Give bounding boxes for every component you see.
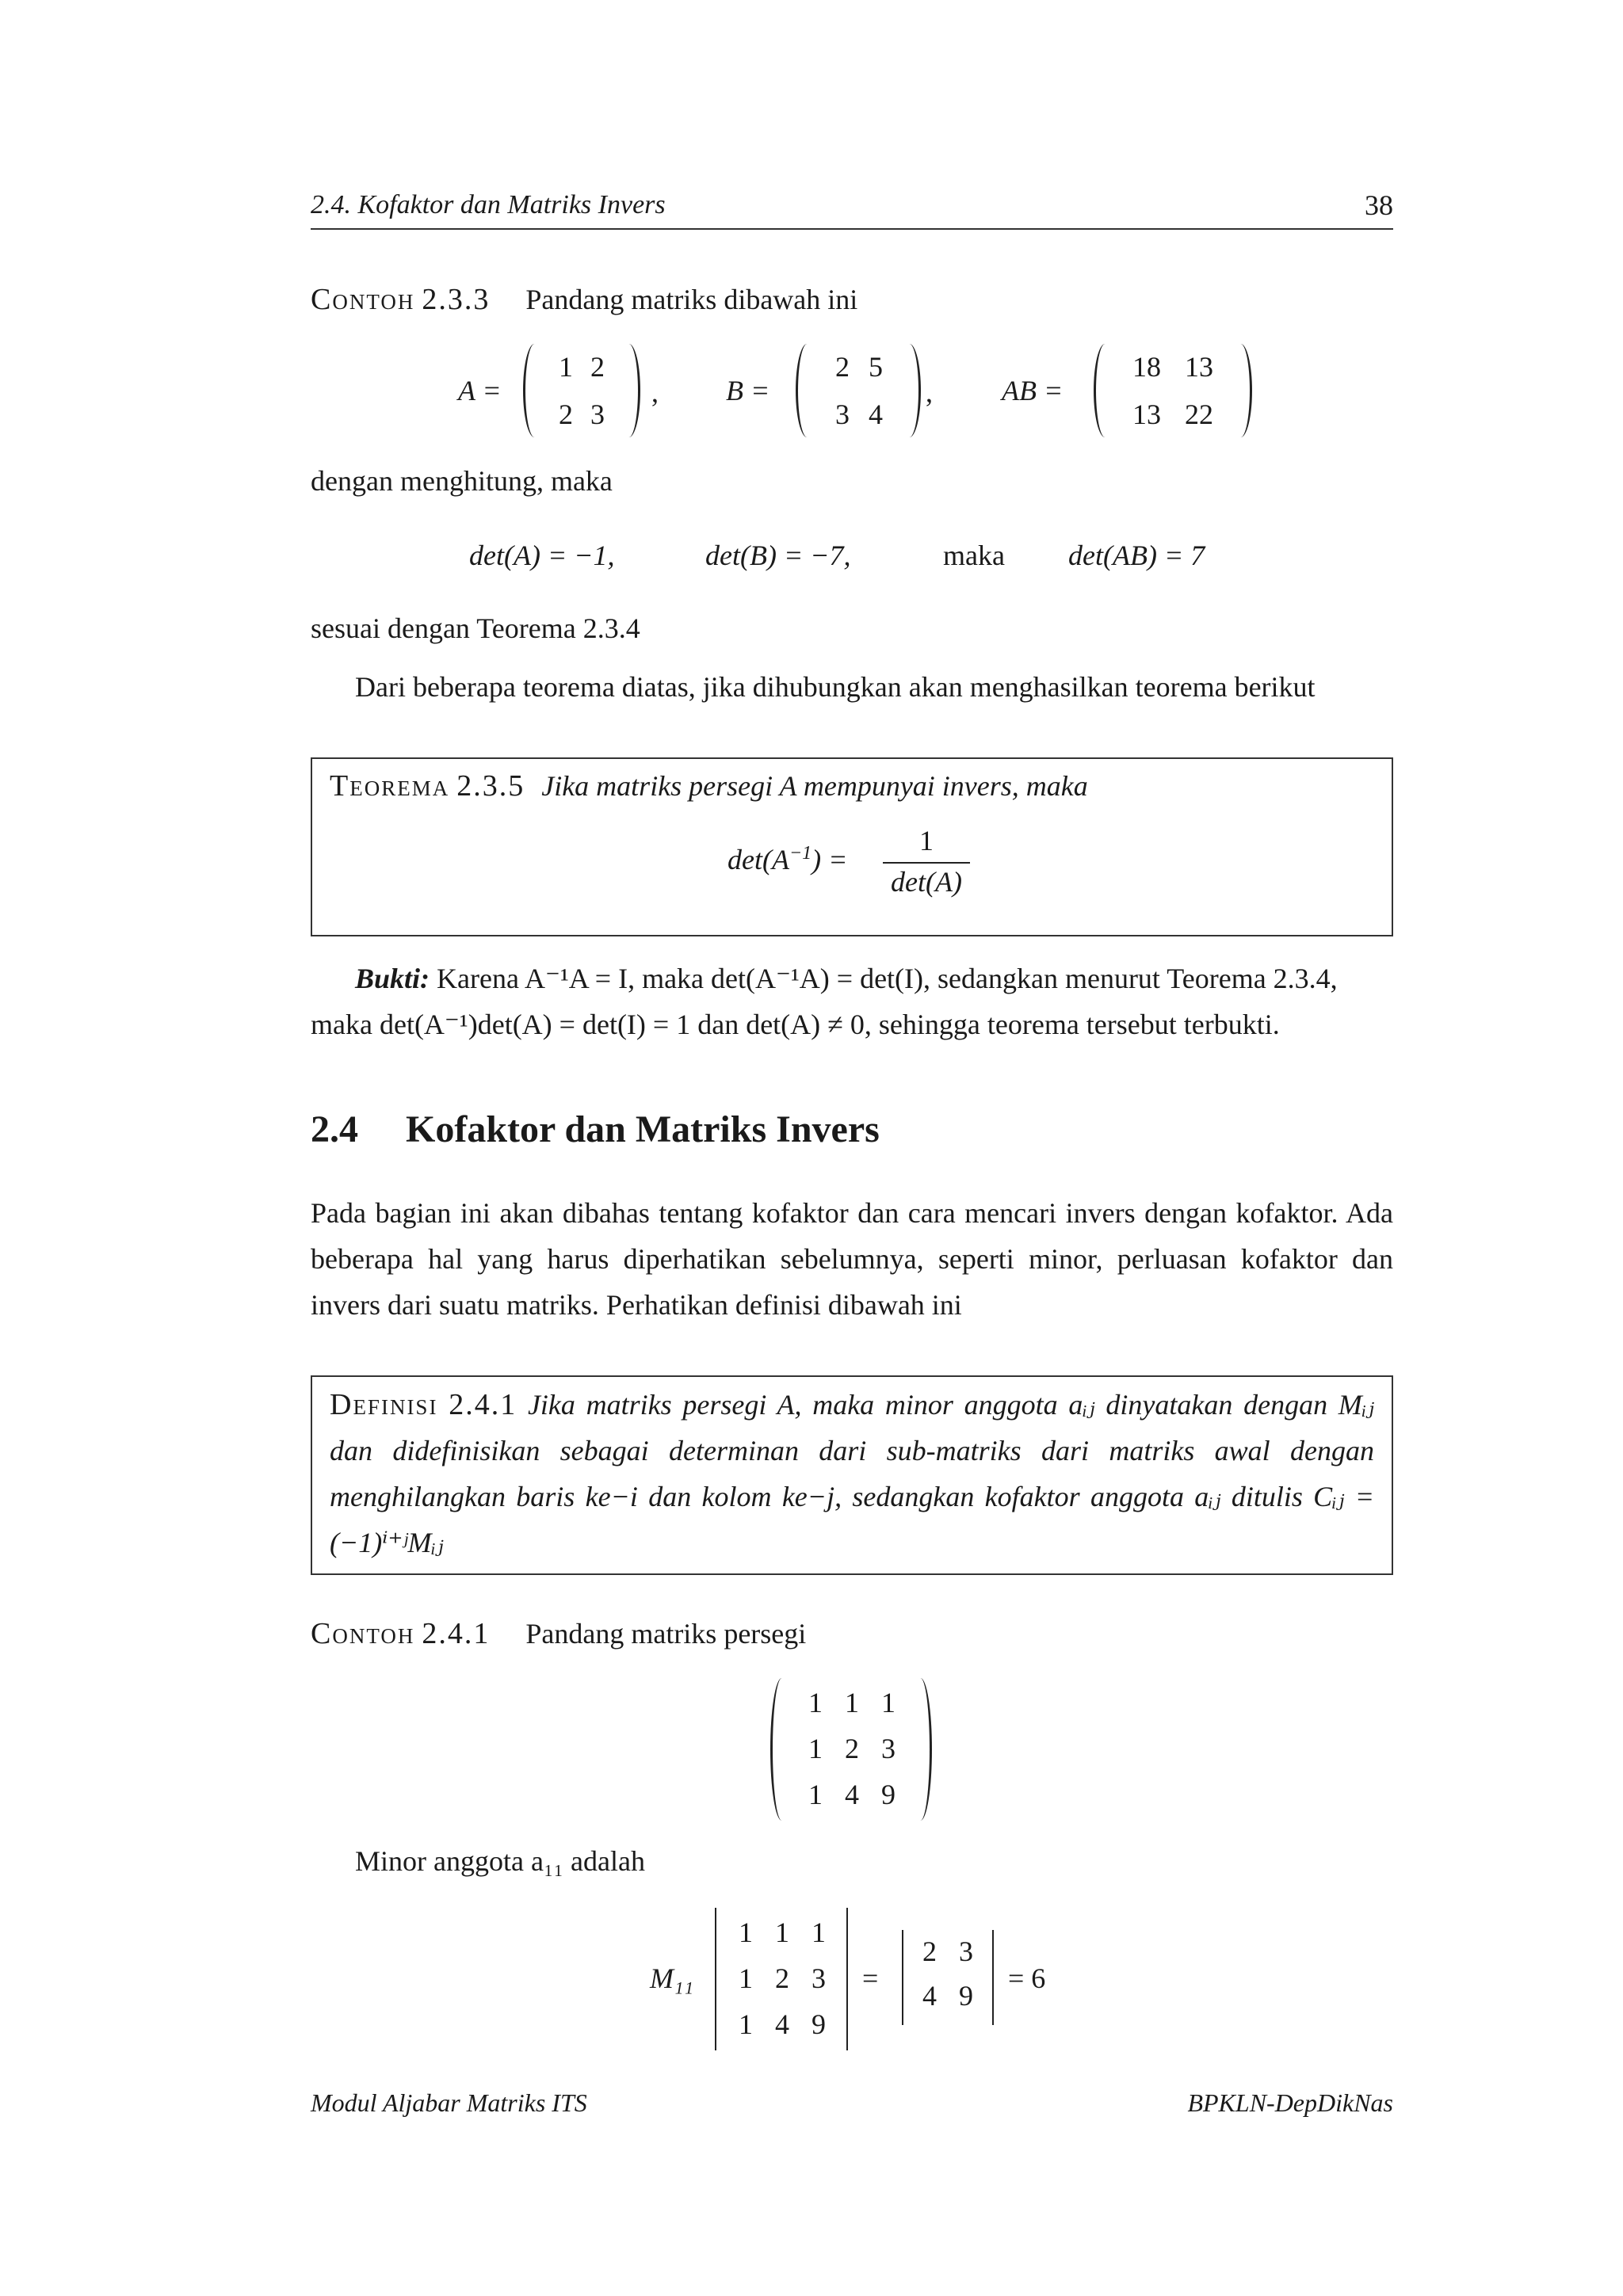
page: 2.4. Kofaktor dan Matriks Invers 38 Contoh 2.3.3 Pandang matriks dibawah ini A = 1 2 2 3 , B = 2 5 3 4 , AB = 18 13 13 22 dengan menghitung, maka det(A) = −1, det(B) = −7, maka det(AB) = 7 sesuai dengan Teorema 2.3.4 Dari beberapa teorema diatas, jika dihubungkan akan menghasilkan teorema berikut Teorema 2.3.5 Jika matriks persegi A mempunyai invers, maka $\det(A^{-1})$ = 1 det(A) Bukti: Karena A⁻¹A = I, maka det(A⁻¹A) = det(I), sedangkan menurut Teorema 2.3.4, maka det(A⁻¹)det(A) = det(I) = 1 dan det(A) ≠ 0, sehingga teorema tersebut terbukti. 2.4 Kofaktor dan Matriks Invers Pada bagian ini akan dibahas tentang kofaktor dan cara mencari invers dengan kofaktor. Ada beberapa hal yang harus diperhatikan sebelumnya, seperti minor, perluasan kofaktor dan invers dari suatu matriks. Perhatikan definisi dibawah ini Definisi 2.4.1 Jika matriks persegi A, maka minor anggota aᵢⱼ dinyatakan dengan Mᵢⱼ dan didefinisikan sebagai determinan dari sub-matriks dari matriks awal dengan menghilangkan baris ke−i dan kolom ke−j, sedangkan kofaktor anggota aᵢⱼ ditulis Cᵢⱼ = (−1)ⁱ⁺ʲMᵢⱼ Contoh 2.4.1 Pandang matriks persegi 1 1 1 1 2 3 1 4 9 Minor anggota a₁₁ adalah M₁₁ 1 1 1 1 2 3 1 4 9 = 2 3 4 9 = 6 Modul Aljabar Matriks ITS BPKLN-DepDikNas	[0, 0, 1623, 2296]
matrix-3x3-cell: 3	[881, 1733, 896, 1764]
section-heading: 2.4 Kofaktor dan Matriks Invers	[311, 1108, 880, 1150]
fraction-line	[883, 862, 970, 864]
footer-right: BPKLN-DepDikNas	[1187, 2088, 1393, 2117]
minor-determinant-3x3	[712, 1908, 851, 2050]
matrix-a-name: A =	[458, 375, 502, 406]
theorem-lhs: $\det(A^{-1})$ =	[727, 843, 848, 875]
example-label: Contoh 2.3.3 Pandang matriks dibawah ini	[311, 283, 858, 316]
matrix-a-cell: 1	[559, 351, 573, 383]
fraction-denominator: det(A)	[891, 866, 962, 898]
minor-result: = 6	[1008, 1962, 1046, 1994]
det-3x3-cell: 1	[775, 1917, 789, 1948]
intro-paragraph: Pada bagian ini akan dibahas tentang kofaktor dan cara mencari invers dengan kofaktor. Ada beberapa hal yang harus diperhatikan sebelumnya, seperti minor, perluasan kofaktor dan invers dari suatu matriks. Perhatikan definisi dibawah ini	[311, 1197, 1393, 1321]
running-header	[311, 187, 1393, 230]
det-3x3-cell: 9	[812, 2008, 826, 2040]
text-after-matrices: dengan menghitung, maka	[311, 465, 613, 497]
det-3x3-cell: 1	[739, 1917, 753, 1948]
matrix-a	[523, 344, 640, 437]
matrix-b-cell: 2	[835, 351, 850, 383]
det-b: det(B) = −7,	[705, 540, 851, 571]
minor-determinant-2x2	[899, 1930, 997, 2025]
matrix-3x3-cell: 2	[845, 1733, 859, 1764]
theorem-text: Jika matriks persegi A mempunyai invers, maka	[541, 770, 1088, 802]
det-3x3-cell: 1	[739, 1962, 753, 1994]
matrix-ab-cell: 18	[1132, 351, 1161, 383]
det-2x2-cell: 3	[959, 1936, 973, 1967]
theorem-box	[311, 757, 1393, 936]
matrix-a-cell: 2	[559, 399, 573, 430]
matrix-b-cell: 5	[869, 351, 883, 383]
det-ab: det(AB) = 7	[1068, 540, 1205, 571]
header-title: 2.4. Kofaktor dan Matriks Invers	[311, 190, 666, 219]
proof-line-2: maka det(A⁻¹)det(A) = det(I) = 1 dan det(A) ≠ 0, sehingga teorema tersebut terbukti.	[311, 1009, 1280, 1040]
matrix-a-cell: 3	[590, 399, 605, 430]
matrix-3x3-cell: 1	[808, 1779, 823, 1810]
det-a: det(A) = −1,	[469, 540, 615, 571]
det-3x3-cell: 4	[775, 2008, 789, 2040]
matrix-3x3-cell: 1	[808, 1687, 823, 1718]
m11-name: M₁₁	[650, 1962, 694, 1994]
matrix-b-cell: 3	[835, 399, 850, 430]
page-number: 38	[1365, 189, 1393, 221]
equals-sign: =	[862, 1962, 879, 1994]
conclusion: sesuai dengan Teorema 2.3.4	[311, 612, 640, 644]
matrix-ab-cell: 13	[1185, 351, 1213, 383]
matrix-b-name: B =	[726, 375, 770, 406]
theorem-lead: Dari beberapa teorema diatas, jika dihubungkan akan menghasilkan teorema berikut	[355, 671, 1316, 703]
example-text: Pandang matriks dibawah ini	[525, 284, 858, 315]
example2-label: Contoh 2.4.1 Pandang matriks persegi	[311, 1617, 807, 1650]
matrix-b	[796, 344, 921, 437]
det-3x3-cell: 1	[739, 2008, 753, 2040]
matrix-ab-cell: 13	[1132, 399, 1161, 430]
matrix-3x3-cell: 9	[881, 1779, 896, 1810]
matrix-b-cell: 4	[869, 399, 883, 430]
det-2x2-cell: 4	[922, 1980, 937, 2012]
minor-text: Minor anggota a₁₁ adalah	[355, 1845, 645, 1877]
det-3x3-cell: 3	[812, 1962, 826, 1994]
example2-text: Pandang matriks persegi	[525, 1618, 807, 1650]
matrix-3x3-cell: 1	[845, 1687, 859, 1718]
det-3x3-cell: 2	[775, 1962, 789, 1994]
theorem-label: Teorema 2.3.5 Jika matriks persegi A mempunyai invers, maka	[330, 769, 1088, 803]
matrix-3x3	[770, 1678, 932, 1821]
det-2x2-cell: 9	[959, 1980, 973, 2012]
fraction-numerator: 1	[919, 825, 934, 856]
matrix-a-cell: 2	[590, 351, 605, 383]
matrix-ab-name: AB =	[1002, 375, 1064, 406]
matrix-ab-cell: 22	[1185, 399, 1213, 430]
maka-word: maka	[943, 540, 1005, 571]
matrix-3x3-cell: 4	[845, 1779, 859, 1810]
definition-text: Definisi 2.4.1 Jika matriks persegi A, maka minor anggota aᵢⱼ dinyatakan dengan Mᵢⱼ dan didefinisikan sebagai determinan dari sub-matriks dari matriks awal dengan menghilangkan baris ke−i dan kolom ke−j, sedangkan kofaktor anggota aᵢⱼ ditulis Cᵢⱼ = (−1)ⁱ⁺ʲMᵢⱼ	[330, 1388, 1375, 1558]
matrix-ab	[1094, 344, 1252, 437]
det-3x3-cell: 1	[812, 1917, 826, 1948]
matrix-3x3-cell: 1	[881, 1687, 896, 1718]
footer-left: Modul Aljabar Matriks ITS	[311, 2088, 587, 2117]
matrix-3x3-cell: 1	[808, 1733, 823, 1764]
definition-box	[311, 1375, 1393, 1575]
det-2x2-cell: 2	[922, 1936, 937, 1967]
proof-line-1: Bukti: Karena A⁻¹A = I, maka det(A⁻¹A) = det(I), sedangkan menurut Teorema 2.3.4,	[355, 963, 1338, 994]
